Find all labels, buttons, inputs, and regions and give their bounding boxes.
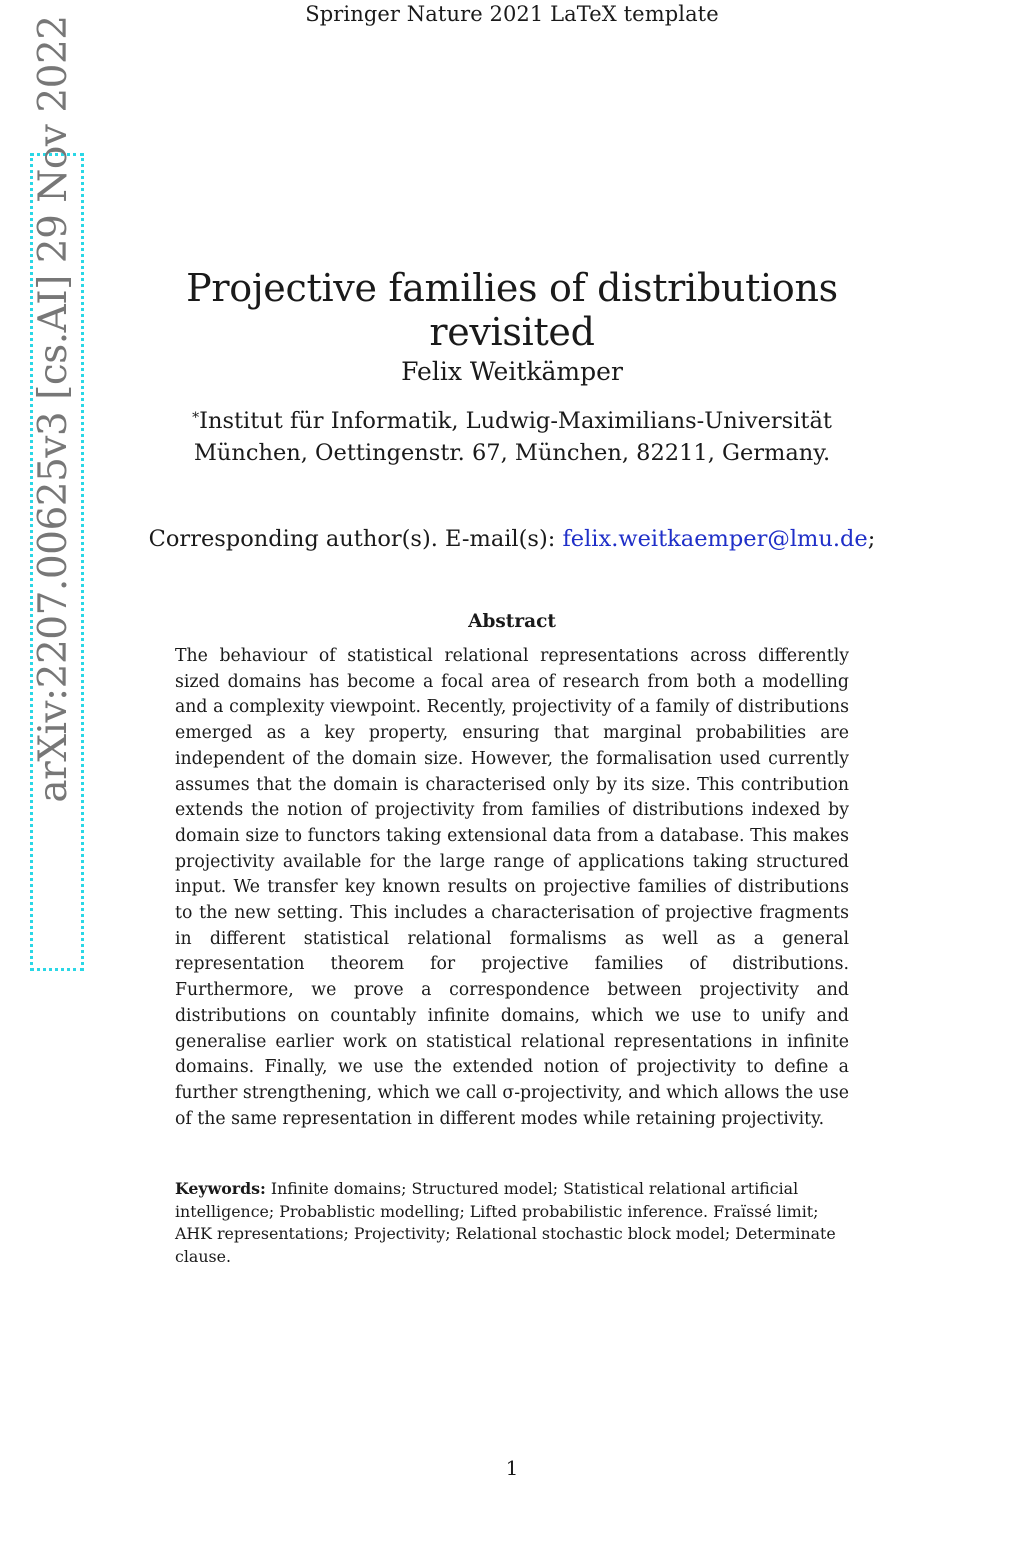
page-number: 1 xyxy=(505,1456,519,1480)
abstract-text: The behaviour of statistical relational representations across differently sized domains has become a focal area of research from both a modelling and a complexity viewpoint. Recently, projectivity of a family of distributions emerged as a key property, ensuring that marginal probabilities are independent of the domain size. However, the formalisation used currently assumes that the domain is characterised only by its size. This contribution extends the notion of projectivity from families of distributions indexed by domain size to functors taking extensional data from a database. This makes projectivity available for the large range of applications taking structured input. We transfer key known results on projective families of distributions to the new setting. This includes a characterisation of projective fragments in different statistical relational formalisms as well as a general representation theorem for projective families of distributions. Furthermore, we prove a correspondence between projectivity and distributions on countably infinite domains, which we use to unify and generalise earlier work on statistical relational representations in infinite domains. Finally, we use the extended notion of projectivity to define a further strengthening, which we call σ-projectivity, and which allows the use of the same representation in different modes while retaining projectivity. xyxy=(175,646,849,1129)
abstract-heading: Abstract xyxy=(468,611,556,632)
keywords-label: Keywords: xyxy=(175,1179,266,1198)
keywords-text: Infinite domains; Structured model; Statistical relational artificial intelligence; Probablistic modelling; Lifted probabilistic inference. Fraïssé limit; AHK representations; Projectivity; Relational stochastic block model; Determinate clause. xyxy=(175,1179,836,1266)
running-header: Springer Nature 2021 LaTeX template xyxy=(305,2,719,26)
affiliation-marker: * xyxy=(192,410,200,426)
affiliation-line-1-text: Institut für Informatik, Ludwig-Maximilians-Universität xyxy=(199,408,832,434)
paper-title: Projective families of distributions revisited xyxy=(186,266,838,354)
email-suffix: ; xyxy=(867,526,876,552)
affiliation xyxy=(150,405,874,469)
keywords xyxy=(175,1178,849,1268)
corresponding-author xyxy=(100,526,924,552)
affiliation-line-1 xyxy=(150,405,874,437)
author-name: Felix Weitkämper xyxy=(401,357,623,386)
corresponding-label: Corresponding author(s). E-mail(s): xyxy=(148,526,563,552)
arxiv-stamp: arXiv:2207.00625v3 [cs.AI] 29 Nov 2022 xyxy=(31,15,76,803)
email-link[interactable]: felix.weitkaemper@lmu.de xyxy=(562,526,868,552)
affiliation-line-2: München, Oettingenstr. 67, München, 82211, Germany. xyxy=(193,440,831,466)
